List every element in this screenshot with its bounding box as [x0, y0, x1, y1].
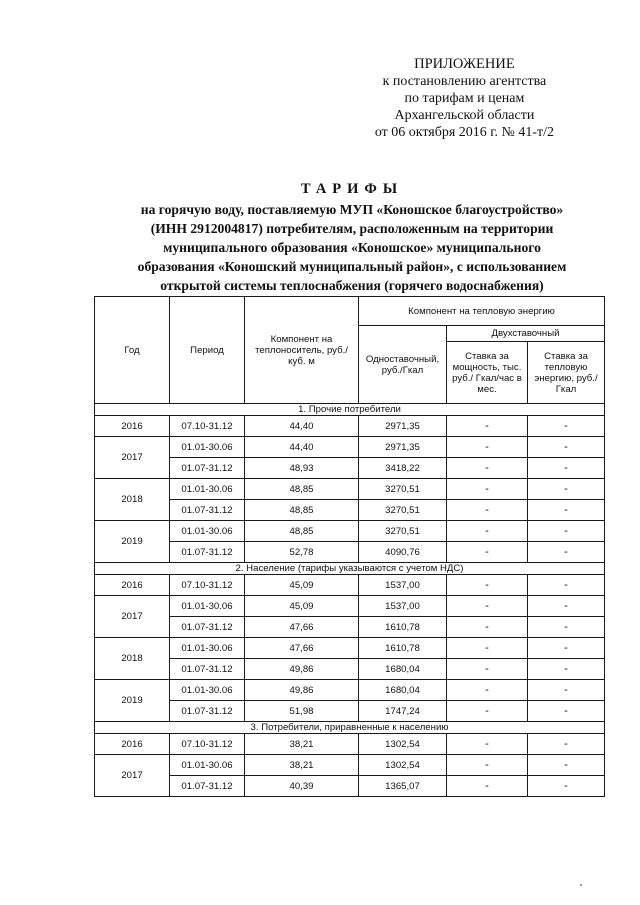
capacity-rate-cell: -	[447, 659, 528, 680]
carrier-cell: 47,66	[245, 617, 359, 638]
energy-rate-cell: -	[528, 458, 605, 479]
energy-rate-cell: -	[528, 755, 605, 776]
energy-rate-cell: -	[528, 416, 605, 437]
header-energy-component: Компонент на тепловую энергию	[359, 297, 605, 326]
tariffs-table	[94, 296, 605, 797]
carrier-cell: 51,98	[245, 701, 359, 722]
table-row	[95, 542, 605, 563]
single-rate-cell: 3418,22	[359, 458, 447, 479]
table-row	[95, 755, 605, 776]
capacity-rate-cell: -	[447, 479, 528, 500]
capacity-rate-cell: -	[447, 575, 528, 596]
table-row	[95, 776, 605, 797]
title-line-5: открытой системы теплоснабжения (горячего водоснабжения)	[160, 278, 544, 293]
table-row	[95, 638, 605, 659]
period-cell: 07.10-31.12	[170, 734, 245, 755]
period-cell: 01.01-30.06	[170, 755, 245, 776]
title-line-1: на горячую воду, поставляемую МУП «Коношское благоустройство»	[140, 202, 564, 217]
carrier-cell: 48,85	[245, 500, 359, 521]
capacity-rate-cell: -	[447, 680, 528, 701]
year-cell: 2016	[95, 734, 170, 755]
single-rate-cell: 2971,35	[359, 437, 447, 458]
table-row	[95, 575, 605, 596]
carrier-cell: 38,21	[245, 734, 359, 755]
appendix-heading: ПРИЛОЖЕНИЕ	[414, 56, 515, 72]
capacity-rate-cell: -	[447, 416, 528, 437]
single-rate-cell: 3270,51	[359, 500, 447, 521]
period-cell: 01.01-30.06	[170, 680, 245, 701]
period-cell: 01.07-31.12	[170, 542, 245, 563]
capacity-rate-cell: -	[447, 617, 528, 638]
document-title	[100, 180, 604, 295]
energy-rate-cell: -	[528, 659, 605, 680]
table-body	[95, 404, 605, 797]
capacity-rate-cell: -	[447, 701, 528, 722]
year-cell: 2017	[95, 596, 170, 638]
carrier-cell: 49,86	[245, 659, 359, 680]
scan-artifact	[580, 884, 582, 886]
carrier-cell: 52,78	[245, 542, 359, 563]
title-line-2: (ИНН 2912004817) потребителям, расположенным на территории	[150, 221, 554, 236]
table-row	[95, 659, 605, 680]
section-row	[95, 722, 605, 734]
single-rate-cell: 1302,54	[359, 755, 447, 776]
appendix-line-1: к постановлению агентства	[382, 74, 547, 89]
table-row	[95, 596, 605, 617]
section-row	[95, 404, 605, 416]
appendix-line-3: Архангельской области	[394, 108, 535, 123]
energy-rate-cell: -	[528, 701, 605, 722]
year-cell: 2019	[95, 521, 170, 563]
energy-rate-cell: -	[528, 617, 605, 638]
period-cell: 01.01-30.06	[170, 638, 245, 659]
capacity-rate-cell: -	[447, 596, 528, 617]
title-line-3: муниципального образования «Коношское» муниципального	[163, 240, 541, 255]
carrier-cell: 45,09	[245, 575, 359, 596]
carrier-cell: 48,85	[245, 479, 359, 500]
table-row	[95, 500, 605, 521]
header-capacity-rate: Ставка за мощность, тыс. руб./ Гкал/час в мес.	[447, 342, 528, 404]
capacity-rate-cell: -	[447, 638, 528, 659]
year-cell: 2017	[95, 755, 170, 797]
capacity-rate-cell: -	[447, 458, 528, 479]
energy-rate-cell: -	[528, 776, 605, 797]
table-row	[95, 437, 605, 458]
year-cell: 2016	[95, 575, 170, 596]
energy-rate-cell: -	[528, 638, 605, 659]
energy-rate-cell: -	[528, 542, 605, 563]
period-cell: 01.07-31.12	[170, 617, 245, 638]
period-cell: 01.01-30.06	[170, 437, 245, 458]
table-row	[95, 680, 605, 701]
single-rate-cell: 1610,78	[359, 638, 447, 659]
section-title: 2. Население (тарифы указываются с учетом НДС)	[95, 563, 605, 575]
table-row	[95, 734, 605, 755]
capacity-rate-cell: -	[447, 521, 528, 542]
carrier-cell: 44,40	[245, 416, 359, 437]
capacity-rate-cell: -	[447, 734, 528, 755]
energy-rate-cell: -	[528, 521, 605, 542]
carrier-cell: 48,93	[245, 458, 359, 479]
year-cell: 2019	[95, 680, 170, 722]
single-rate-cell: 1365,07	[359, 776, 447, 797]
period-cell: 01.07-31.12	[170, 776, 245, 797]
energy-rate-cell: -	[528, 734, 605, 755]
capacity-rate-cell: -	[447, 776, 528, 797]
header-year: Год	[95, 297, 170, 404]
single-rate-cell: 2971,35	[359, 416, 447, 437]
period-cell: 07.10-31.12	[170, 575, 245, 596]
single-rate-cell: 1680,04	[359, 680, 447, 701]
carrier-cell: 40,39	[245, 776, 359, 797]
capacity-rate-cell: -	[447, 542, 528, 563]
year-cell: 2018	[95, 479, 170, 521]
single-rate-cell: 1747,24	[359, 701, 447, 722]
appendix-line-4: от 06 октября 2016 г. № 41-т/2	[374, 125, 554, 140]
single-rate-cell: 1537,00	[359, 575, 447, 596]
energy-rate-cell: -	[528, 500, 605, 521]
title-line-4: образования «Коношский муниципальный район», с использованием	[137, 259, 567, 274]
header-carrier-component: Компонент на теплоноситель, руб./куб. м	[245, 297, 359, 404]
title-word: ТАРИФЫ	[300, 181, 404, 197]
period-cell: 01.01-30.06	[170, 521, 245, 542]
year-cell: 2017	[95, 437, 170, 479]
header-period: Период	[170, 297, 245, 404]
table-row	[95, 701, 605, 722]
single-rate-cell: 3270,51	[359, 521, 447, 542]
capacity-rate-cell: -	[447, 437, 528, 458]
energy-rate-cell: -	[528, 575, 605, 596]
energy-rate-cell: -	[528, 479, 605, 500]
capacity-rate-cell: -	[447, 755, 528, 776]
period-cell: 01.01-30.06	[170, 479, 245, 500]
period-cell: 01.07-31.12	[170, 458, 245, 479]
header-energy-rate: Ставка за тепловую энергию, руб./Гкал	[528, 342, 605, 404]
carrier-cell: 49,86	[245, 680, 359, 701]
header-single-rate: Одноставочный, руб./Гкал	[359, 326, 447, 404]
carrier-cell: 47,66	[245, 638, 359, 659]
appendix-header	[375, 56, 554, 141]
energy-rate-cell: -	[528, 680, 605, 701]
single-rate-cell: 3270,51	[359, 479, 447, 500]
section-row	[95, 563, 605, 575]
single-rate-cell: 1610,78	[359, 617, 447, 638]
section-title: 1. Прочие потребители	[95, 404, 605, 416]
appendix-line-2: по тарифам и ценам	[404, 91, 525, 106]
table-row	[95, 617, 605, 638]
carrier-cell: 38,21	[245, 755, 359, 776]
single-rate-cell: 1302,54	[359, 734, 447, 755]
capacity-rate-cell: -	[447, 500, 528, 521]
header-two-rate: Двухставочный	[447, 326, 605, 342]
period-cell: 01.07-31.12	[170, 701, 245, 722]
energy-rate-cell: -	[528, 596, 605, 617]
year-cell: 2018	[95, 638, 170, 680]
year-cell: 2016	[95, 416, 170, 437]
single-rate-cell: 4090,76	[359, 542, 447, 563]
carrier-cell: 45,09	[245, 596, 359, 617]
energy-rate-cell: -	[528, 437, 605, 458]
carrier-cell: 48,85	[245, 521, 359, 542]
table-row	[95, 521, 605, 542]
period-cell: 01.07-31.12	[170, 500, 245, 521]
period-cell: 07.10-31.12	[170, 416, 245, 437]
single-rate-cell: 1537,00	[359, 596, 447, 617]
period-cell: 01.01-30.06	[170, 596, 245, 617]
period-cell: 01.07-31.12	[170, 659, 245, 680]
table-row	[95, 458, 605, 479]
table-header	[95, 297, 605, 404]
single-rate-cell: 1680,04	[359, 659, 447, 680]
carrier-cell: 44,40	[245, 437, 359, 458]
table-row	[95, 479, 605, 500]
section-title: 3. Потребители, приравненные к населению	[95, 722, 605, 734]
table-row	[95, 416, 605, 437]
